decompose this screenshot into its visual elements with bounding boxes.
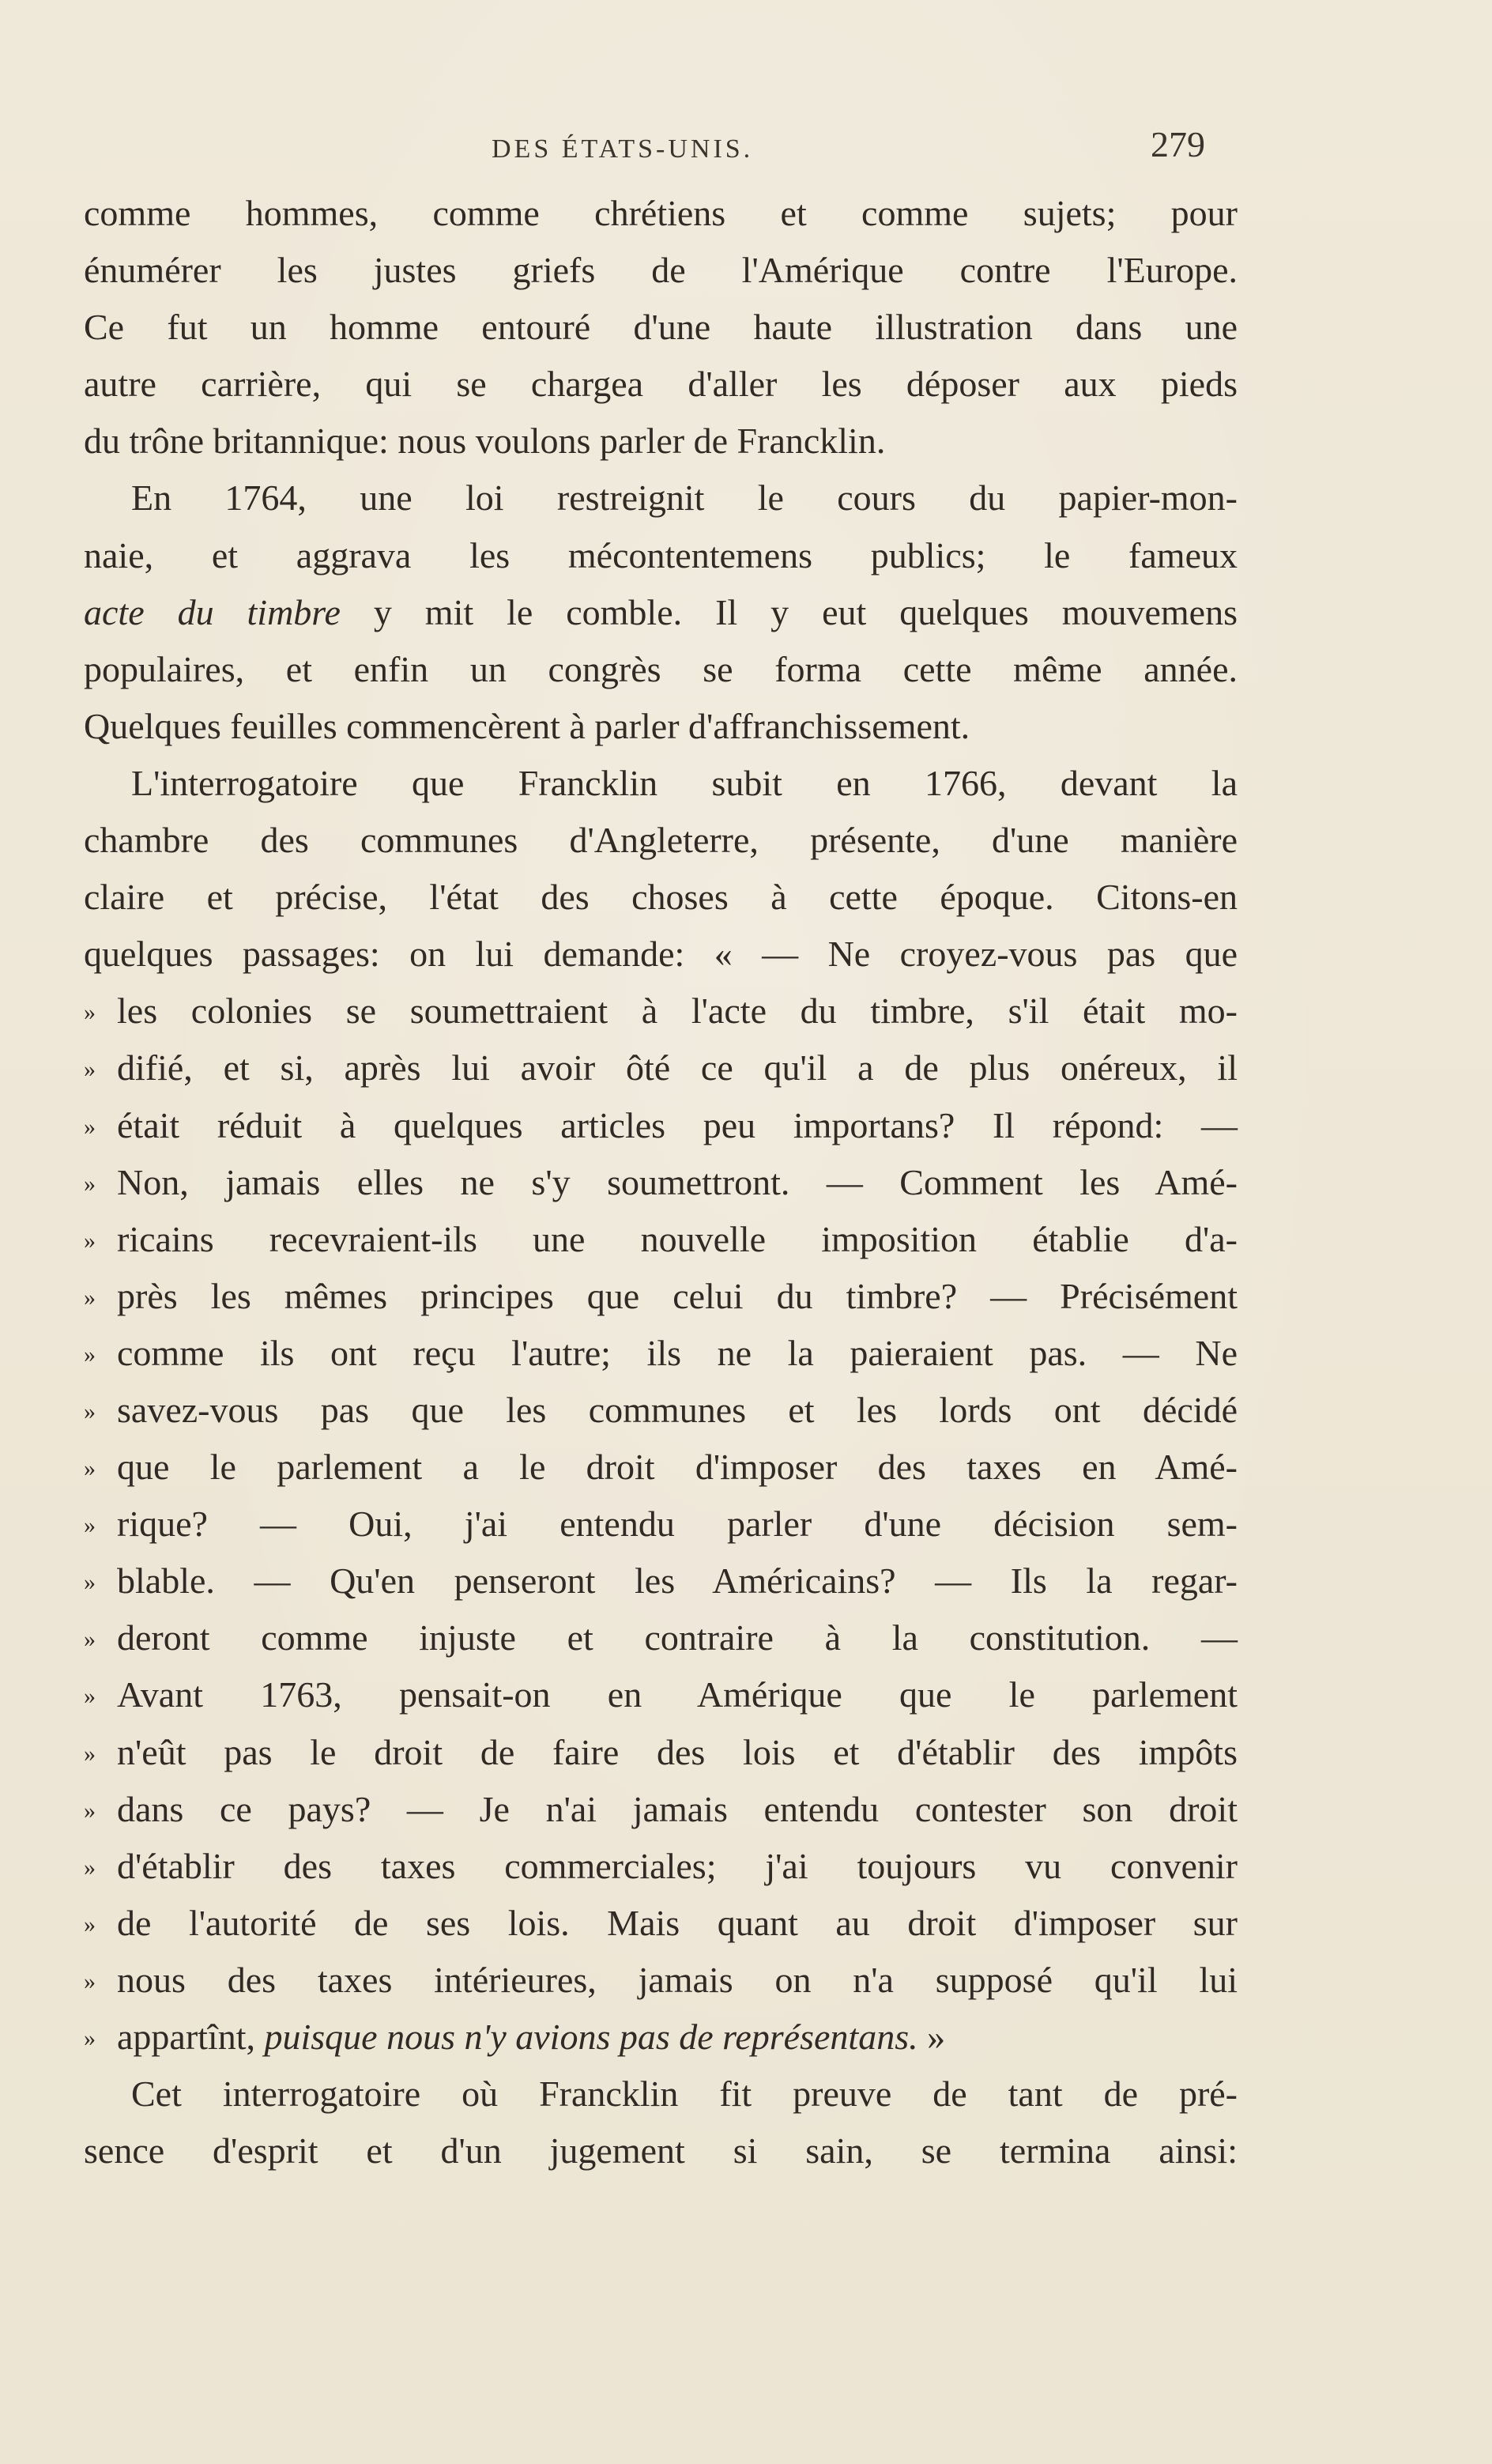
- text-line: [84, 755, 1238, 812]
- page-header: [0, 119, 1492, 166]
- line-text: Ce fut un homme entouré d'une haute illustration dans une: [84, 307, 1238, 348]
- line-text: deront comme injuste et contraire à la constitution. —: [117, 1617, 1238, 1658]
- text-line: [84, 1781, 1238, 1838]
- quote-mark: »: [84, 1797, 96, 1824]
- line-text: énumérer les justes griefs de l'Amérique contre l'Europe.: [84, 250, 1238, 291]
- text-line: [84, 2009, 1238, 2066]
- line-text: comme hommes, comme chrétiens et comme sujets; pour: [84, 193, 1238, 233]
- line-text: y mit le comble. Il y eut quelques mouvemens: [340, 591, 1238, 632]
- line-text: que le parlement a le droit d'imposer des taxes en Amé-: [117, 1447, 1238, 1488]
- text-line: [84, 1439, 1238, 1496]
- text-line: [84, 185, 1238, 242]
- text-line: [84, 299, 1238, 356]
- quote-mark: »: [84, 1512, 96, 1539]
- quote-mark: »: [84, 1227, 96, 1254]
- line-text: autre carrière, qui se chargea d'aller les déposer aux pieds: [84, 364, 1238, 405]
- line-text: difié, et si, après lui avoir ôté ce qu'il a de plus onéreux, il: [117, 1047, 1238, 1089]
- line-text: près les mêmes principes que celui du timbre? — Précisément: [117, 1275, 1238, 1316]
- italic-text: acte du timbre: [84, 591, 341, 632]
- text-line: [84, 1496, 1238, 1553]
- text-line: [84, 356, 1238, 413]
- line-text: nous des taxes intérieures, jamais on n'a supposé qu'il lui: [117, 1959, 1238, 2000]
- quote-mark: »: [84, 1740, 96, 1767]
- text-line: [84, 413, 1238, 470]
- italic-text: puisque nous n'y avions pas de représentans.: [264, 2017, 918, 2057]
- line-text: naie, et aggrava les mécontentemens publics; le fameux: [84, 534, 1238, 575]
- line-text: L'interrogatoire que Francklin subit en 1766, devant la: [131, 762, 1238, 803]
- quote-mark: »: [84, 1455, 96, 1482]
- page-number: 279: [1151, 124, 1205, 164]
- text-line: [84, 1040, 1238, 1096]
- quote-mark: »: [84, 1968, 96, 1994]
- line-text: En 1764, une loi restreignit le cours du papier-mon-: [131, 477, 1238, 519]
- text-line: [84, 1154, 1238, 1211]
- line-text: les colonies se soumettraient à l'acte du timbre, s'il était mo-: [117, 991, 1238, 1032]
- text-line: [84, 2123, 1238, 2179]
- text-line: [84, 869, 1238, 926]
- quote-mark: »: [84, 1170, 96, 1197]
- text-line: [84, 1724, 1238, 1781]
- line-text: dans ce pays? — Je n'ai jamais entendu contester son droit: [117, 1788, 1238, 1829]
- quote-mark: »: [84, 1626, 96, 1653]
- closing-quote: »: [917, 2017, 946, 2057]
- text-line: [84, 1553, 1238, 1609]
- line-text: n'eût pas le droit de faire des lois et d'établir des impôts: [117, 1731, 1238, 1772]
- quote-mark: »: [84, 1341, 96, 1368]
- line-text: appartînt,: [117, 2017, 265, 2057]
- text-line: [84, 1838, 1238, 1895]
- text-line: [84, 1325, 1238, 1382]
- line-text: savez-vous pas que les communes et les lords ont décidé: [117, 1389, 1238, 1430]
- text-line: [84, 2066, 1238, 2123]
- quote-mark: »: [84, 1683, 96, 1710]
- line-text: Avant 1763, pensait-on en Amérique que le parlement: [117, 1674, 1238, 1715]
- text-line: [84, 983, 1238, 1040]
- quote-mark: »: [84, 1113, 96, 1140]
- quote-mark: »: [84, 999, 96, 1026]
- line-text: comme ils ont reçu l'autre; ils ne la paieraient pas. — Ne: [117, 1332, 1238, 1373]
- line-text: de l'autorité de ses lois. Mais quant au droit d'imposer sur: [117, 1902, 1238, 1943]
- line-text: quelques passages: on lui demande: « — Ne croyez-vous pas que: [84, 934, 1238, 975]
- line-text: populaires, et enfin un congrès se forma cette même année.: [84, 648, 1238, 689]
- line-text: Cet interrogatoire où Francklin fit preuve de tant de pré-: [131, 2073, 1238, 2115]
- quote-mark: »: [84, 2025, 96, 2051]
- text-line: [84, 1268, 1238, 1325]
- text-line: [84, 1211, 1238, 1268]
- text-line: [84, 584, 1238, 641]
- text-line: [84, 1895, 1238, 1952]
- line-text: Non, jamais elles ne s'y soumettront. — Comment les Amé-: [117, 1161, 1238, 1202]
- line-text: chambre des communes d'Angleterre, présente, d'une manière: [84, 820, 1238, 861]
- line-text: ricains recevraient-ils une nouvelle imposition établie d'a-: [117, 1218, 1238, 1259]
- body-text: [84, 185, 1238, 2179]
- text-line: [84, 1609, 1238, 1666]
- text-line: [84, 470, 1238, 526]
- line-text: du trône britannique: nous voulons parler de Francklin.: [84, 421, 886, 462]
- text-line: [84, 698, 1238, 755]
- line-text: blable. — Qu'en penseront les Américains? — Ils la regar-: [117, 1560, 1238, 1602]
- quote-mark: »: [84, 1911, 96, 1938]
- text-line: [84, 926, 1238, 983]
- line-text: d'établir des taxes commerciales; j'ai toujours vu convenir: [117, 1845, 1238, 1886]
- quote-mark: »: [84, 1398, 96, 1424]
- text-line: [84, 1666, 1238, 1723]
- quote-mark: »: [84, 1854, 96, 1881]
- text-line: [84, 1097, 1238, 1154]
- quote-mark: »: [84, 1284, 96, 1311]
- running-head: DES ÉTATS-UNIS.: [492, 134, 754, 164]
- text-line: [84, 1382, 1238, 1439]
- text-line: [84, 1952, 1238, 2009]
- line-text: rique? — Oui, j'ai entendu parler d'une décision sem-: [117, 1504, 1238, 1545]
- line-text: était réduit à quelques articles peu importans? Il répond: —: [117, 1104, 1238, 1145]
- quote-mark: »: [84, 1056, 96, 1083]
- line-text: Quelques feuilles commencèrent à parler d'affranchissement.: [84, 705, 970, 746]
- quote-mark: »: [84, 1569, 96, 1596]
- text-line: [84, 242, 1238, 299]
- line-text: sence d'esprit et d'un jugement si sain, se termina ainsi:: [84, 2130, 1238, 2172]
- line-text: claire et précise, l'état des choses à cette époque. Citons-en: [84, 877, 1238, 918]
- text-line: [84, 641, 1238, 698]
- text-line: [84, 527, 1238, 584]
- text-line: [84, 812, 1238, 869]
